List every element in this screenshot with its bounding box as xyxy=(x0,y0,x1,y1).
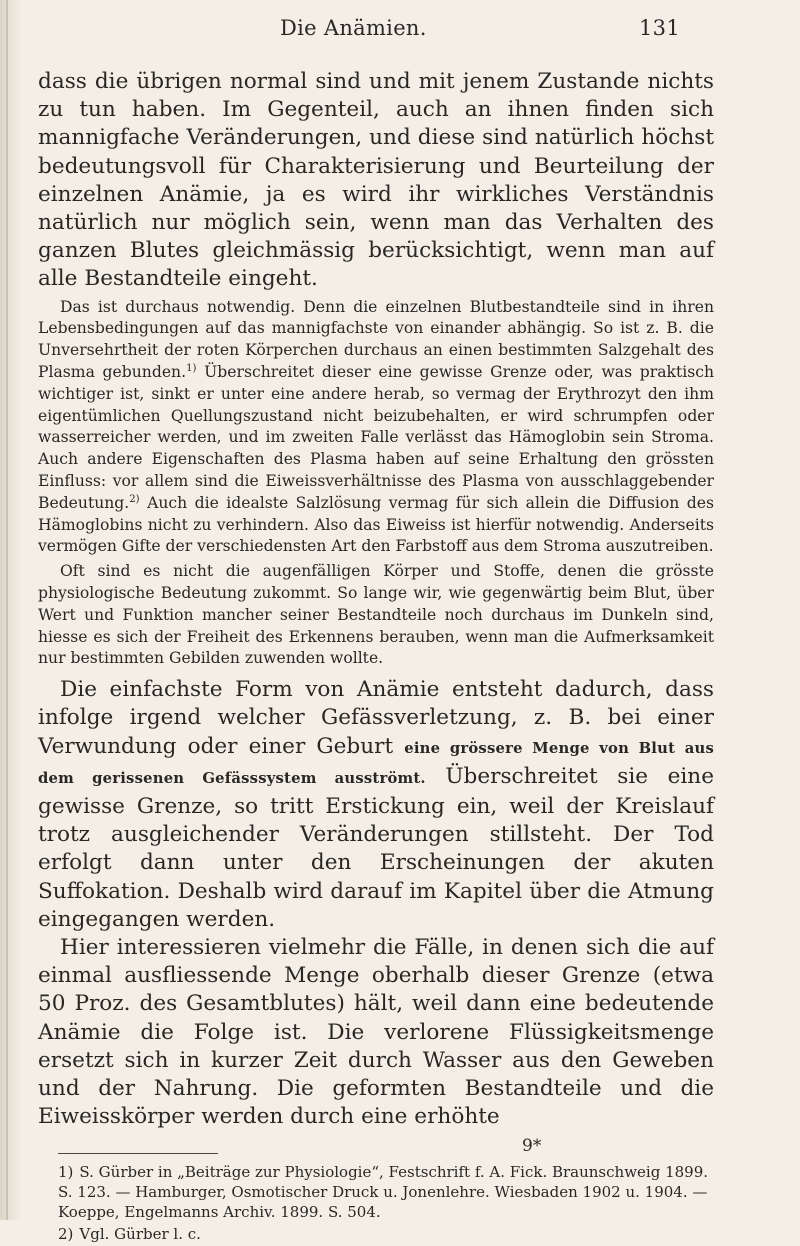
page-body xyxy=(38,68,714,1246)
footnote-1 xyxy=(58,1162,714,1222)
footnotes xyxy=(38,1162,714,1244)
footnote-ref-1: 1) xyxy=(186,362,197,374)
paragraph-2 xyxy=(38,676,714,934)
paragraph-2-emphasis: eine grössere Menge von Blut aus dem gerissenen Gefässsystem ausströmt. xyxy=(38,739,714,787)
footnote-1-number: 1) xyxy=(58,1163,74,1182)
footnote-ref-2: 2) xyxy=(129,493,140,505)
footnote-1-text: S. Gürber in „Beiträge zur Physiologie“, Festschrift f. A. Fick. Braunschweig 1899. S. 123. — Hamburger, Osmotischer Druck u. Jonenlehre. Wiesbaden 1902 u. 1904. — Koeppe, Engelmanns Archiv. 1899. S. 504. xyxy=(58,1163,709,1222)
page-binding-edge xyxy=(0,0,22,1220)
small-paragraph-1-text: Das ist durchaus notwendig. Denn die einzelnen Blutbestandteile sind in ihren Lebensbedingungen auf das mannigfachste von einander abhängig. So ist z. B. die Unversehrtheit der roten Körperchen durchaus an einen bestimmten Salzgehalt des Plasma gebunden. xyxy=(38,297,714,382)
page-number: 131 xyxy=(639,16,680,40)
small-paragraph-1-rest: Überschreitet dieser eine gewisse Grenze oder, was praktisch wichtiger ist, sinkt er unter eine andere herab, so vermag der Erythrozyt den ihm eigentümlichen Quellungszustand nicht beizubehalten, er wird schrumpfen oder wasserreicher werden, und im zweiten Falle verlässt das Hämoglobin sein Stroma. Auch andere Eigenschaften des Plasma haben auf seine Erhaltung den grössten Einfluss: vor allem sind die Eiweissverhältnisse des Plasma von ausschlaggebender Bedeutung. xyxy=(38,363,715,512)
printer-signature-mark: 9* xyxy=(522,1136,542,1156)
paragraph-3: Hier interessieren vielmehr die Fälle, in denen sich die auf einmal ausfliessende Menge oberhalb dieser Grenze (etwa 50 Proz. des Gesamtblutes) hält, weil dann eine bedeutende Anämie die Folge ist. Die verlorene Flüssigkeitsmenge ersetzt sich in kurzer Zeit durch Wasser aus den Geweben und der Nahrung. Die geformten Bestandteile und die Eiweisskörper werden durch eine erhöhte xyxy=(38,935,714,1130)
footnote-divider xyxy=(58,1153,218,1154)
header-title: Die Anämien. xyxy=(280,16,427,40)
footnote-2-text: Vgl. Gürber l. c. xyxy=(79,1225,201,1244)
paragraph-2-end: Überschreitet sie eine gewisse Grenze, so tritt Erstickung ein, weil der Kreislauf trotz ausgleichender Veränderungen stillsteht. Der Tod erfolgt dann unter den Erscheinungen der akuten Suffokation. Deshalb wird darauf im Kapitel über die Atmung eingegangen werden. xyxy=(38,763,714,932)
paragraph-2-start: Die einfachste Form von Anämie entsteht dadurch, dass infolge irgend welcher Gefässverletzung, z. B. bei einer Verwundung oder einer Geburt xyxy=(38,677,714,759)
small-paragraph-1 xyxy=(38,297,714,559)
small-paragraph-2: Oft sind es nicht die augenfälligen Körper und Stoffe, denen die grösste physiologische Bedeutung zukommt. So lange wir, wie gegenwärtig beim Blut, über Wert und Funktion mancher seiner Bestandteile noch durchaus im Dunkeln sind, hiesse es sich der Freiheit des Erkennens berauben, wenn man die Aufmerksamkeit nur bestimmten Gebilden zuwenden wollte. xyxy=(38,562,714,668)
footnote-2-number: 2) xyxy=(58,1225,74,1244)
small-paragraph-1-end: Auch die idealste Salzlösung vermag für sich allein die Diffusion des Hämoglobins nicht zu verhindern. Also das Eiweiss ist hierfür notwendig. Anderseits vermögen Gifte der verschiedensten Art den Farbstoff aus dem Stroma auszutreiben. xyxy=(38,493,714,556)
paragraph-1: dass die übrigen normal sind und mit jenem Zustande nichts zu tun haben. Im Gegenteil, auch an ihnen finden sich mannigfache Veränderungen, und diese sind natürlich höchst bedeutungsvoll für Charakterisierung und Beurteilung der einzelnen Anämie, ja es wird ihr wirkliches Verständnis natürlich nur möglich sein, wenn man das Verhalten des ganzen Blutes gleichmässig berücksichtigt, wenn man auf alle Bestandteile eingeht. xyxy=(38,69,714,292)
running-header xyxy=(280,16,680,40)
footnote-2 xyxy=(58,1224,714,1244)
